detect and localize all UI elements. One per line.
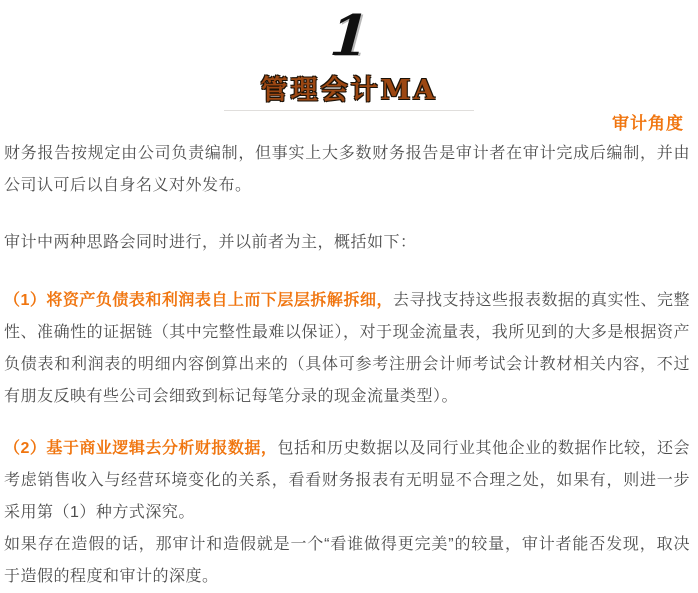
paragraph: [4, 433, 690, 529]
paragraph: [4, 227, 690, 259]
article-header: [0, 0, 698, 134]
paragraph-text: 包括和历史数据以及同行业其他企业的数据作比较，还会考虑销售收入与经营环境变化的关系，看看财务报表有无明显不合理之处，如果有，则进一步采用第（1）种方式深究。: [4, 440, 690, 521]
paragraph-text: 去寻找支持这些报表数据的真实性、完整性、准确性的证据链（其中完整性最难以保证），对于现金流量表，我所见到的大多是根据资产负债表和利润表的明细内容倒算出来的（具体可参考注册会计师考试会计教材相关内容，不过有朋友反映有些公司会细致到标记每笔分录的现金流量类型）。: [4, 292, 690, 405]
paragraph: [4, 138, 690, 202]
logo-title: 管理会计MA: [260, 75, 438, 106]
section-label-audit-perspective: 审计角度: [612, 114, 684, 133]
paragraph: [4, 529, 690, 593]
paragraph-lead-highlight: （2）基于商业逻辑去分析财报数据，: [4, 440, 278, 457]
paragraph-lead-highlight: （1）将资产负债表和利润表自上而下层层拆解拆细，: [4, 292, 393, 309]
logo-numeral-icon: 1: [327, 3, 371, 69]
paragraph-text: 财务报告按规定由公司负责编制，但事实上大多数财务报告是审计者在审计完成后编制，并由公司认可后以自身名义对外发布。: [4, 145, 690, 194]
paragraph-text: 审计中两种思路会同时进行，并以前者为主，概括如下：: [4, 234, 417, 251]
article-body: [0, 134, 698, 593]
paragraph: [4, 285, 690, 413]
paragraph-text: 如果存在造假的话，那审计和造假就是一个“看谁做得更完美”的较量，审计者能否发现，取决于造假的程度和审计的深度。: [4, 536, 690, 585]
